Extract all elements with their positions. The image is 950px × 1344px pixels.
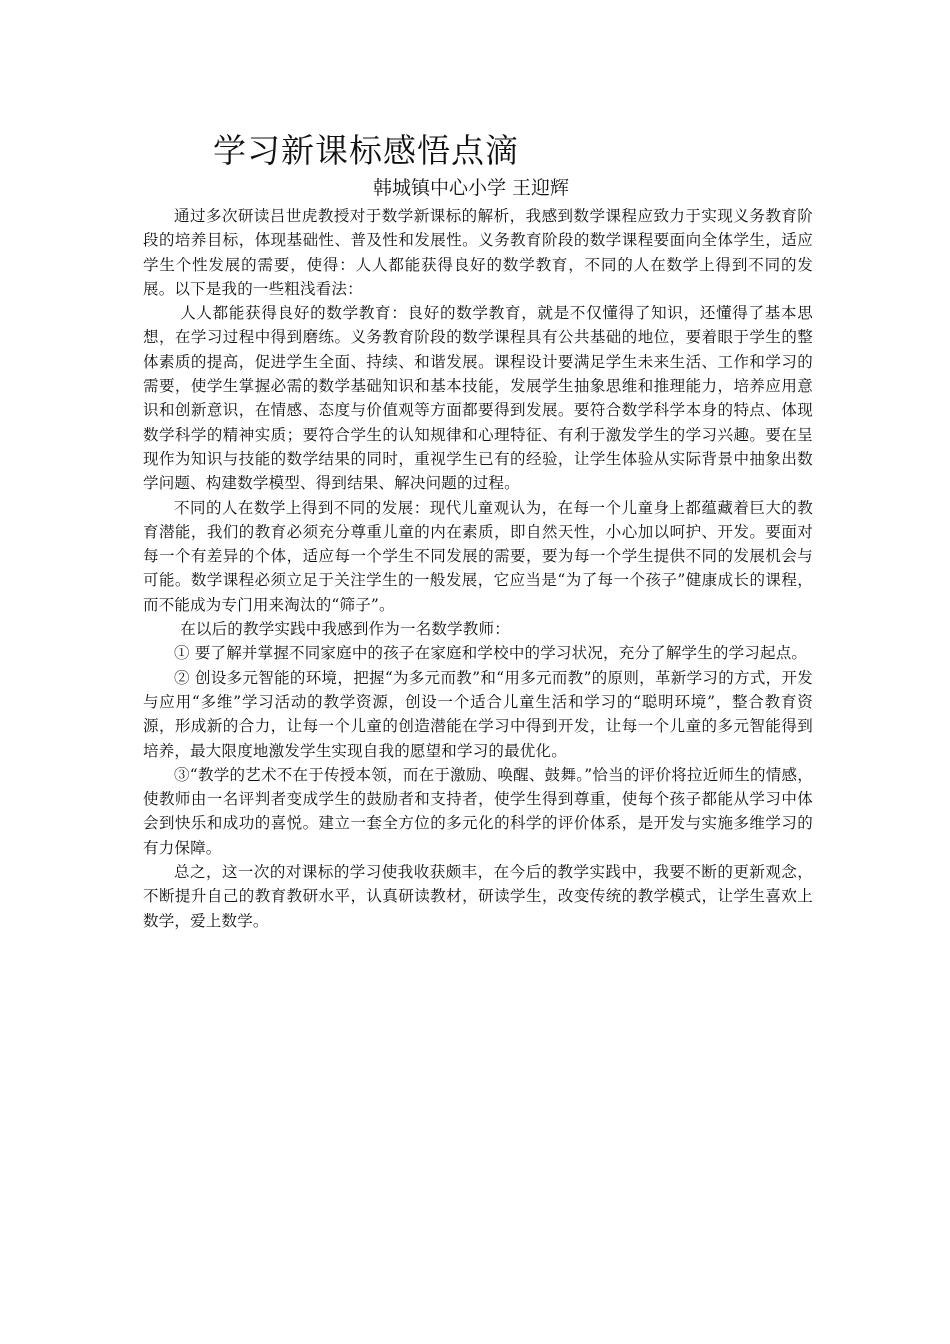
list-item-2: ② 创设多元智能的环境，把握“为多元而教”和“用多元而教”的原则，革新学习的方式，开发与应用“多维”学习活动的教学资源，创设一个适合儿童生活和学习的“聪明环境”，整合教育资源，形成新的合力，让每一个儿童的创造潜能在学习中得到开发，让每一个儿童的多元智能得到培养，最大限度地激发学生实现自我的愿望和学习的最优化。 [143,668,813,760]
author-byline: 韩城镇中心小学 王迎辉 [373,177,570,199]
paragraph-good-education: 人人都能获得良好的数学教育：良好的数学教育，就是不仅懂得了知识，还懂得了基本思想，在学习过程中得到磨练。义务教育阶段的数学课程具有公共基础的地位，要着眼于学生的整体素质的提高，促进学生全面、持续、和谐发展。课程设计要满足学生未来生活、工作和学习的需要，使学生掌握必需的数学基础知识和基本技能，发展学生抽象思维和推理能力，培养应用意识和创新意识，在情感、态度与价值观等方面都要得到发展。要符合数学科学本身的特点、体现数学科学的精神实质；要符合学生的认知规律和心理特征、有利于激发学生的学习兴趣。要在呈现作为知识与技能的数学结果的同时，重视学生已有的经验，让学生体验从实际背景中抽象出数学问题、构建数学模型、得到结果、解决问题的过程。 [143,304,813,493]
document-title: 学习新课标感悟点滴 [213,131,519,170]
list-item-1: ① 要了解并掌握不同家庭中的孩子在家庭和学校中的学习状况，充分了解学生的学习起点。 [174,644,808,663]
paragraph-conclusion: 总之，这一次的对课标的学习使我收获颇丰，在今后的教学实践中，我要不断的更新观念，不断提升自己的教育教研水平，认真研读教材，研读学生，改变传统的教学模式，让学生喜欢上数学，爱上数学。 [143,863,813,930]
paragraph-practice-intro: 在以后的教学实践中我感到作为一名数学教师： [180,620,510,639]
list-item-3: ③“教学的艺术不在于传授本领，而在于激励、唤醒、鼓舞。”恰当的评价将拉近师生的情感，使教师由一名评判者变成学生的鼓励者和支持者，使学生得到尊重，使每个孩子都能从学习中体会到快乐和成功的喜悦。建立一套全方位的多元化的科学的评价体系，是开发与实施多维学习的有力保障。 [143,765,813,857]
paragraph-different-development: 不同的人在数学上得到不同的发展：现代儿童观认为，在每一个儿童身上都蕴藏着巨大的教育潜能，我们的教育必须充分尊重儿童的内在素质，即自然天性，小心加以呵护、开发。要面对每一个有差异的个体，适应每一个学生不同发展的需要，要为每一个学生提供不同的发展机会与可能。数学课程必须立足于关注学生的一般发展，它应当是“为了每一个孩子”健康成长的课程，而不能成为专门用来淘汰的“筛子”。 [143,498,813,614]
paragraph-intro: 通过多次研读吕世虎教授对于数学新课标的解析，我感到数学课程应致力于实现义务教育阶段的培养目标，体现基础性、普及性和发展性。义务教育阶段的数学课程要面向全体学生，适应学生个性发展的需要，使得：人人都能获得良好的数学教育，不同的人在数学上得到不同的发展。以下是我的一些粗浅看法： [143,207,813,298]
document-page [143,128,813,933]
